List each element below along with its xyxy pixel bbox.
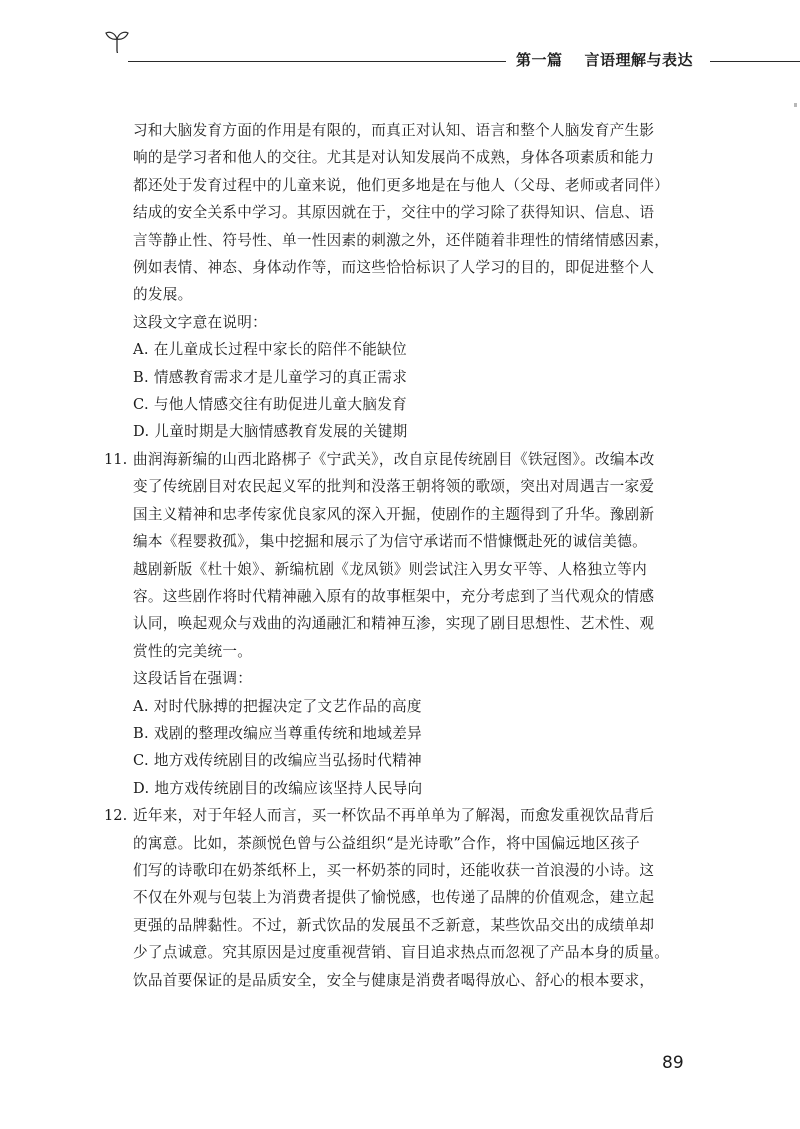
- stem-line: 饮品首要保证的是品质安全，安全与健康是消费者喝得放心、舒心的根本要求，: [133, 971, 655, 989]
- option-d: D. 儿童时期是大脑情感教育发展的关键期: [133, 423, 408, 441]
- stem-line: 曲润海新编的山西北路梆子《宁武关》，改自京昆传统剧目《铁冠图》。改编本改: [133, 450, 655, 468]
- question-11: [104, 446, 704, 802]
- header-rule-left: [128, 61, 506, 62]
- question-12: [104, 802, 704, 994]
- option-a: A. 在儿童成长过程中家长的陪伴不能缺位: [133, 341, 407, 359]
- chapter-title: 言语理解与表达: [584, 51, 694, 69]
- stem-line: 赏性的完美统一。: [133, 642, 253, 660]
- option-c: C. 与他人情感交往有助促进儿童大脑发育: [133, 396, 408, 414]
- question-number: 12.: [104, 807, 128, 825]
- page-number: 89: [662, 1053, 684, 1073]
- stem-line: 的寓意。比如，茶颜悦色曾与公益组织“是光诗歌”合作，将中国偏远地区孩子: [133, 834, 641, 852]
- stem-line: 们写的诗歌印在奶茶纸杯上，买一杯奶茶的同时，还能收获一首浪漫的小诗。这: [133, 861, 655, 879]
- passage-line: 的发展。: [133, 286, 193, 304]
- passage-line: 都还处于发育过程中的儿童来说，他们更多地是在与他人（父母、老师或者同伴）: [133, 176, 670, 194]
- stem-line: 认同，唤起观众与戏曲的沟通融汇和精神互渗，实现了剧目思想性、艺术性、观: [133, 615, 655, 633]
- question-prompt: 这段话旨在强调：: [133, 670, 253, 688]
- option-c: C. 地方戏传统剧目的改编应当弘扬时代精神: [133, 752, 422, 770]
- passage-line: 习和大脑发育方面的作用是有限的，而真正对认知、语言和整个人脑发育产生影: [133, 122, 655, 139]
- scan-edge-mark: [794, 103, 797, 107]
- stem-line: 近年来，对于年轻人而言，买一杯饮品不再单单为了解渴，而愈发重视饮品背后: [133, 807, 655, 825]
- question-number: 11.: [104, 450, 128, 468]
- sprout-icon: [104, 27, 130, 53]
- passage-line: 例如表情、神态、身体动作等，而这些恰恰标识了人学习的目的，即促进整个人: [133, 259, 655, 277]
- stem-line: 国主义精神和忠孝传家优良家风的深入开掘，使剧作的主题得到了升华。豫剧新: [133, 505, 655, 523]
- page-header: [0, 0, 800, 80]
- stem-line: 少了点诚意。究其原因是过度重视营销、盲目追求热点而忽视了产品本身的质量。: [133, 944, 670, 962]
- option-d: D. 地方戏传统剧目的改编应该坚持人民导向: [133, 779, 423, 797]
- option-a: A. 对时代脉搏的把握决定了文艺作品的高度: [133, 697, 422, 715]
- stem-line: 越剧新版《杜十娘》、新编杭剧《龙凤锁》则尝试注入男女平等、人格独立等内: [133, 560, 647, 578]
- header-rule-right: [710, 61, 800, 62]
- passage-line: 结成的安全关系中学习。其原因就在于，交往中的学习除了获得知识、信息、语: [133, 204, 655, 222]
- passage-line: 言等静止性、符号性、单一性因素的刺激之外，还伴随着非理性的情绪情感因素，: [133, 231, 670, 249]
- chapter-heading: [516, 49, 693, 70]
- chapter-part: 第一篇: [516, 51, 563, 69]
- option-b: B. 戏剧的整理改编应当尊重传统和地域差异: [133, 724, 422, 742]
- option-b: B. 情感教育需求才是儿童学习的真正需求: [133, 368, 408, 386]
- stem-line: 更强的品牌黏性。不过，新式饮品的发展虽不乏新意，某些饮品交出的成绩单却: [133, 916, 655, 934]
- stem-line: 编本《程婴救孤》，集中挖掘和展示了为信守承诺而不惜慷慨赴死的诚信美德。: [133, 533, 647, 551]
- stem-line: 不仅在外观与包装上为消费者提供了愉悦感，也传递了品牌的价值观念，建立起: [133, 889, 655, 907]
- page-content: [104, 117, 704, 994]
- continued-passage: [104, 117, 704, 446]
- passage-line: 响的是学习者和他人的交往。尤其是对认知发展尚不成熟，身体各项素质和能力: [133, 149, 655, 167]
- question-prompt: 这段文字意在说明：: [133, 313, 268, 331]
- stem-line: 容。这些剧作将时代精神融入原有的故事框架中，充分考虑到了当代观众的情感: [133, 587, 655, 605]
- stem-line: 变了传统剧目对农民起义军的批判和没落王朝将领的歌颂，突出对周遇吉一家爱: [133, 478, 655, 496]
